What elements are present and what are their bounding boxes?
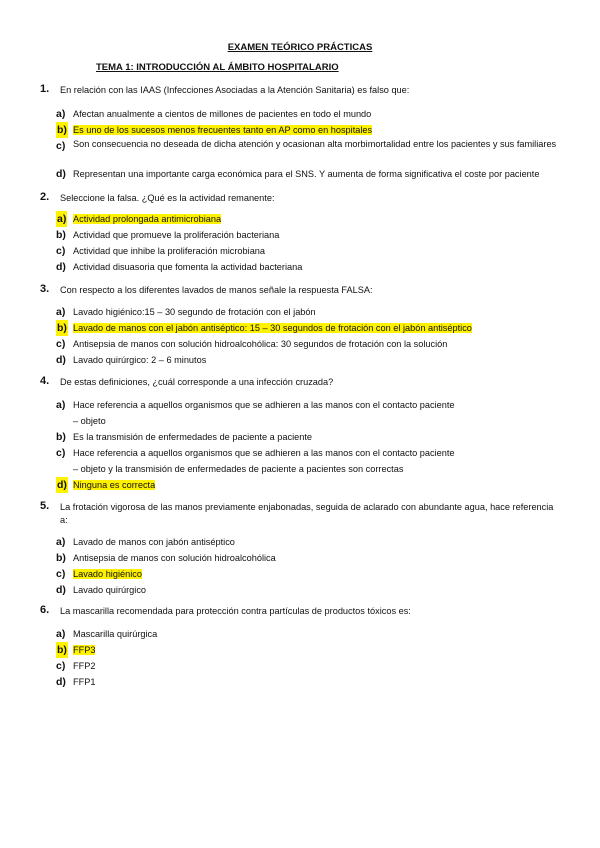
option-text: FFP2	[73, 661, 96, 671]
option-text: Lavado quirúrgico	[73, 585, 147, 595]
option-letter: b)	[56, 431, 66, 443]
option-text-continuation: – objeto	[73, 416, 106, 426]
question-number: 2.	[40, 191, 50, 203]
option-letter: c)	[56, 660, 66, 672]
question-number: 1.	[40, 83, 50, 95]
option-letter: b)	[57, 322, 67, 334]
option-letter: b)	[56, 229, 66, 241]
option-text	[73, 211, 562, 227]
option-letter: d)	[56, 261, 66, 273]
question-text: La mascarilla recomendada para protección contra partículas de productos tóxicos es:	[60, 606, 411, 616]
highlighted-answer: Actividad prolongada antimicrobiana	[73, 214, 222, 224]
option-text: Mascarilla quirúrgica	[73, 629, 158, 639]
option-letter: a)	[56, 108, 66, 120]
option-text: Antisepsia de manos con solución hidroalcohólica: 30 segundos de frotación con la solución	[73, 339, 448, 349]
option-text: Representan una importante carga económica para el SNS. Y aumenta de forma significativa el coste por paciente	[73, 169, 540, 179]
option-letter: d)	[56, 676, 66, 688]
option-letter: c)	[56, 338, 66, 350]
option-text: Hace referencia a aquellos organismos que se adhieren a las manos con el contacto paciente	[73, 448, 455, 458]
option-letter: c)	[56, 140, 66, 152]
highlighted-answer: FFP3	[73, 645, 96, 655]
question-text: En relación con las IAAS (Infecciones Asociadas a la Atención Sanitaria) es falso que:	[60, 85, 410, 95]
question-text: Con respecto a los diferentes lavados de manos señale la respuesta FALSA:	[60, 285, 373, 295]
option-letter: b)	[57, 124, 67, 136]
topic-subtitle: TEMA 1: INTRODUCCIÓN AL ÁMBITO HOSPITALARIO	[96, 62, 339, 73]
question-number: 3.	[40, 283, 50, 295]
option-text	[73, 642, 562, 658]
exam-title: EXAMEN TEÓRICO PRÁCTICAS	[227, 42, 373, 53]
option-letter: a)	[56, 628, 66, 640]
highlighted-answer: Lavado higiénico	[73, 569, 142, 579]
option-letter: c)	[56, 245, 66, 257]
question-number: 5.	[40, 500, 50, 512]
option-text: Actividad que inhibe la proliferación microbiana	[73, 246, 266, 256]
question-number: 4.	[40, 375, 50, 387]
question-text: La frotación vigorosa de las manos previamente enjabonadas, seguida de aclarado con abundante agua, hace referencia a:	[60, 502, 554, 525]
option-text: Es la transmisión de enfermedades de paciente a paciente	[73, 432, 313, 442]
option-letter: d)	[57, 479, 67, 491]
option-letter: a)	[56, 399, 66, 411]
option-text: Lavado quirúrgico: 2 – 6 minutos	[73, 355, 207, 365]
option-text: Son consecuencia no deseada de dicha atención y ocasionan alta morbimortalidad entre los pacientes y sus familiares	[73, 139, 557, 149]
option-text: Lavado de manos con jabón antiséptico	[73, 537, 235, 547]
option-text	[73, 320, 562, 336]
highlighted-answer: Ninguna es correcta	[73, 480, 156, 490]
option-letter: d)	[56, 168, 66, 180]
option-letter: b)	[57, 644, 67, 656]
option-text	[73, 122, 562, 138]
option-letter: c)	[56, 447, 66, 459]
option-text: Actividad que promueve la proliferación bacteriana	[73, 230, 280, 240]
option-text: Afectan anualmente a cientos de millones de pacientes en todo el mundo	[73, 109, 372, 119]
option-text: Lavado higiénico:15 – 30 segundo de frotación con el jabón	[73, 307, 316, 317]
question-number: 6.	[40, 604, 50, 616]
option-text-continuation: – objeto y la transmisión de enfermedades de paciente a pacientes son correctas	[73, 464, 404, 474]
option-text	[73, 566, 562, 582]
option-letter: a)	[57, 213, 67, 225]
question-text: Seleccione la falsa. ¿Qué es la actividad remanente:	[60, 193, 275, 203]
option-text: Antisepsia de manos con solución hidroalcohólica	[73, 553, 276, 563]
option-text: FFP1	[73, 677, 96, 687]
option-letter: c)	[56, 568, 66, 580]
option-letter: d)	[56, 584, 66, 596]
option-text	[73, 477, 562, 493]
option-letter: a)	[56, 306, 66, 318]
option-text: Actividad disuasoria que fomenta la actividad bacteriana	[73, 262, 303, 272]
highlighted-answer: Es uno de los sucesos menos frecuentes tanto en AP como en hospitales	[73, 125, 373, 135]
option-letter: b)	[56, 552, 66, 564]
question-text: De estas definiciones, ¿cuál corresponde a una infección cruzada?	[60, 377, 334, 387]
option-text: Hace referencia a aquellos organismos que se adhieren a las manos con el contacto paciente	[73, 400, 455, 410]
highlighted-answer: Lavado de manos con el jabón antiséptico: 15 – 30 segundos de frotación con el jabón antiséptico	[73, 323, 472, 333]
option-letter: a)	[56, 536, 66, 548]
option-letter: d)	[56, 354, 66, 366]
